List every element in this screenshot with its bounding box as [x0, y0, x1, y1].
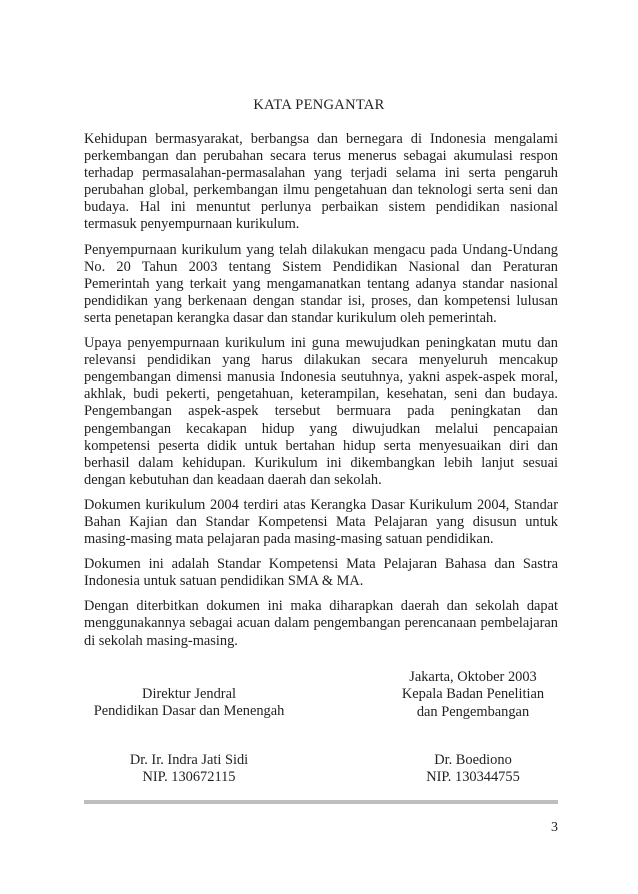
- left-position-line1: Direktur Jendral: [142, 686, 236, 702]
- page-title: KATA PENGANTAR: [253, 97, 385, 113]
- right-position-line1: Kepala Badan Penelitian: [401, 686, 545, 703]
- paragraph-6: Dengan diterbitkan dokumen ini maka diharapkan daerah dan sekolah dapat menggunakannya sebagai acuan dalam pengembangan perencanaan pembelajaran di sekolah masing-masing.: [84, 598, 558, 649]
- paragraph-4: Dokumen kurikulum 2004 terdiri atas Kerangka Dasar Kurikulum 2004, Standar Bahan Kajian dan Standar Kompetensi Mata Pelajaran yang disusun untuk masing-masing mata pelajaran pada masing-masing satuan pendidikan.: [84, 496, 558, 548]
- paragraph-2: Penyempurnaan kurikulum yang telah dilakukan mengacu pada Undang-Undang No. 20 Tahun 2003 tentang Sistem Pendidikan Nasional dan Peraturan Pemerintah yang terkait yang mengamanatkan tentang adanya standar nasional pendidikan yang berkenaan dengan standar isi, proses, dan kompetensi lulusan serta penetapan kerangka dasar dan standar kurikulum oleh pemerintah.: [84, 241, 558, 326]
- signatory-right: [368, 752, 578, 787]
- paragraph-3: Upaya penyempurnaan kurikulum ini guna mewujudkan peningkatan mutu dan relevansi pendidikan yang harus dilakukan secara menyeluruh mencakup pengembangan dimensi manusia Indonesia seutuhnya, yakni aspek-aspek moral, akhlak, budi pekerti, pengetahuan, keterampilan, kesehatan, seni dan budaya. Pengembangan aspek-aspek tersebut bermuara pada peningkatan dan pengembangan kecakapan hidup yang diwujudkan melalui pencapaian kompetensi peserta didik untuk bertahan hidup serta menyesuaikan diri dan berhasil dalam kehidupan. Kurikulum ini dikembangkan lebih lanjut sesuai dengan kebutuhan dan keadaan daerah dan sekolah.: [84, 335, 558, 488]
- left-nip: NIP. 130672115: [142, 769, 236, 786]
- body-text: [84, 131, 558, 658]
- left-position-line2: Pendidikan Dasar dan Menengah: [93, 703, 285, 720]
- signatory-left: [84, 752, 294, 787]
- footer-divider: [84, 800, 558, 804]
- right-position-line2: dan Pengembangan: [416, 703, 530, 720]
- paragraph-1: Kehidupan bermasyarakat, berbangsa dan bernegara di Indonesia mengalami perkembangan dan perubahan secara terus menerus sebagai akumulasi respon terhadap permasalahan-permasalahan yang terjadi selama ini serta pengaruh perubahan global, perkembangan ilmu pengetahuan dan teknologi serta seni dan budaya. Hal ini menuntut perlunya perbaikan sistem pendidikan nasional termasuk penyempurnaan kurikulum.: [84, 131, 558, 233]
- left-name: Dr. Ir. Indra Jati Sidi: [129, 752, 249, 768]
- place-date: Jakarta, Oktober 2003: [409, 669, 537, 685]
- right-nip: NIP. 130344755: [426, 769, 520, 786]
- right-name: Dr. Boediono: [434, 752, 512, 768]
- signature-block-right: [368, 669, 578, 721]
- page-number: 3: [551, 820, 558, 835]
- paragraph-5: Dokumen ini adalah Standar Kompetensi Mata Pelajaran Bahasa dan Sastra Indonesia untuk satuan pendidikan SMA & MA.: [84, 556, 558, 590]
- signature-block-left: [84, 686, 294, 721]
